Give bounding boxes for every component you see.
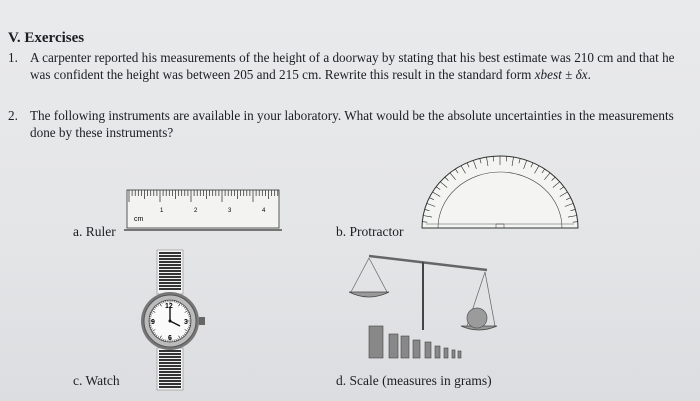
question-2-text: The following instruments are available in your laboratory. What would be the absolute uncertainties in the measurements done by these instruments? bbox=[30, 108, 674, 140]
question-2 bbox=[8, 108, 688, 144]
watch-label: c. Watch bbox=[73, 373, 120, 388]
question-1 bbox=[8, 50, 688, 102]
watch-illustration bbox=[140, 244, 220, 392]
ruler-mark-3: 3 bbox=[228, 208, 232, 214]
scale-label: d. Scale (measures in grams) bbox=[336, 373, 492, 388]
question-1-text bbox=[30, 50, 686, 83]
standard-form-formula: xbest ± δx bbox=[534, 66, 588, 82]
question-1-number: 1. bbox=[8, 50, 18, 65]
question-2-number: 2. bbox=[8, 108, 18, 123]
protractor-illustration bbox=[420, 152, 580, 242]
scale-illustration bbox=[345, 250, 505, 368]
question-1-text-before: A carpenter reported his measurements of the height of a doorway by stating that his best estimate was 210 cm and that he was confident the height was between 205 and 215 cm. Rewrite this result in the standard form bbox=[30, 50, 675, 82]
ruler-label: a. Ruler bbox=[73, 224, 116, 239]
protractor-label: b. Protractor bbox=[336, 224, 404, 239]
watch-mark-12: 12 bbox=[165, 303, 173, 310]
watch-mark-6: 6 bbox=[168, 335, 172, 342]
ruler-mark-4: 4 bbox=[262, 208, 266, 214]
question-1-text-after: . bbox=[587, 66, 591, 82]
ruler-illustration bbox=[124, 188, 284, 234]
ruler-unit: cm bbox=[134, 216, 144, 223]
watch-mark-3: 3 bbox=[184, 319, 188, 326]
watch-mark-9: 9 bbox=[151, 319, 155, 326]
ruler-mark-1: 1 bbox=[160, 208, 164, 214]
section-heading: V. Exercises bbox=[8, 30, 85, 46]
ruler-mark-2: 2 bbox=[194, 208, 198, 214]
